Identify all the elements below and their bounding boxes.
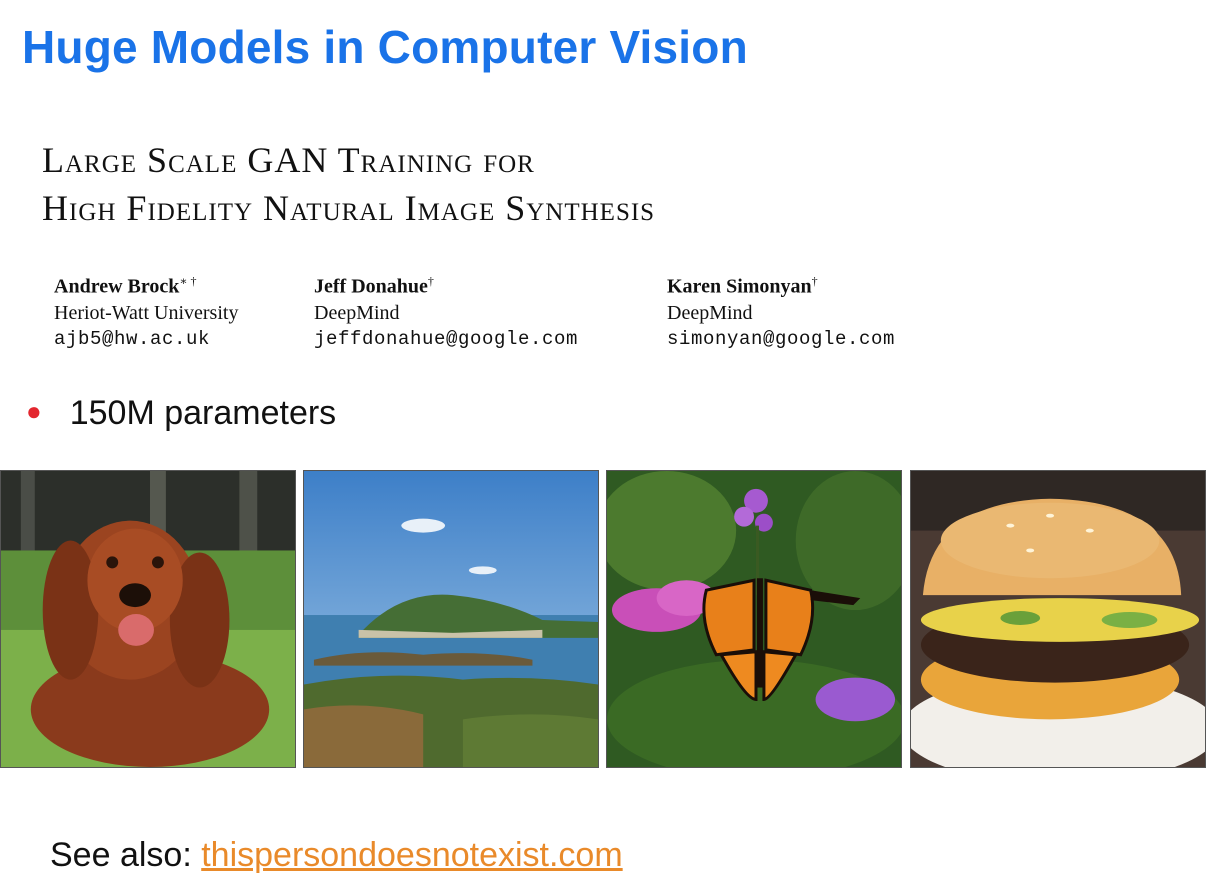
author-mark: † — [427, 274, 434, 288]
coastal-landscape-image — [303, 470, 599, 768]
author-name: Jeff Donahue — [314, 275, 428, 298]
see-also-line — [50, 836, 623, 875]
slide-title: Huge Models in Computer Vision — [22, 21, 748, 73]
see-also-link[interactable]: thispersondoesnotexist.com — [201, 836, 623, 874]
dog-image — [0, 470, 296, 768]
bullet-item — [26, 394, 336, 433]
author-block — [667, 268, 895, 352]
paper-title-line-2: High Fidelity Natural Image Synthesis — [42, 188, 656, 228]
author-mark: † — [811, 274, 818, 288]
author-block — [314, 268, 578, 352]
see-also-prefix: See also: — [50, 836, 202, 874]
author-name: Karen Simonyan — [667, 275, 812, 298]
author-name: Andrew Brock — [54, 275, 180, 298]
author-block — [54, 268, 238, 352]
author-affiliation: Heriot-Watt University — [54, 301, 239, 324]
author-affiliation: DeepMind — [667, 301, 753, 324]
bullet-text: 150M parameters — [69, 394, 337, 432]
paper-title-line-1: Large Scale GAN Training for — [42, 140, 535, 180]
author-mark: ∗ † — [179, 274, 197, 288]
butterfly-on-flower-image — [606, 470, 902, 768]
author-email: jeffdonahue@google.com — [314, 327, 579, 350]
author-email: ajb5@hw.ac.uk — [54, 327, 211, 350]
paper-title — [42, 136, 655, 232]
bullet-dot-icon: ● — [26, 396, 42, 426]
burger-image — [910, 470, 1206, 768]
author-email: simonyan@google.com — [667, 327, 896, 350]
author-affiliation: DeepMind — [314, 301, 400, 324]
